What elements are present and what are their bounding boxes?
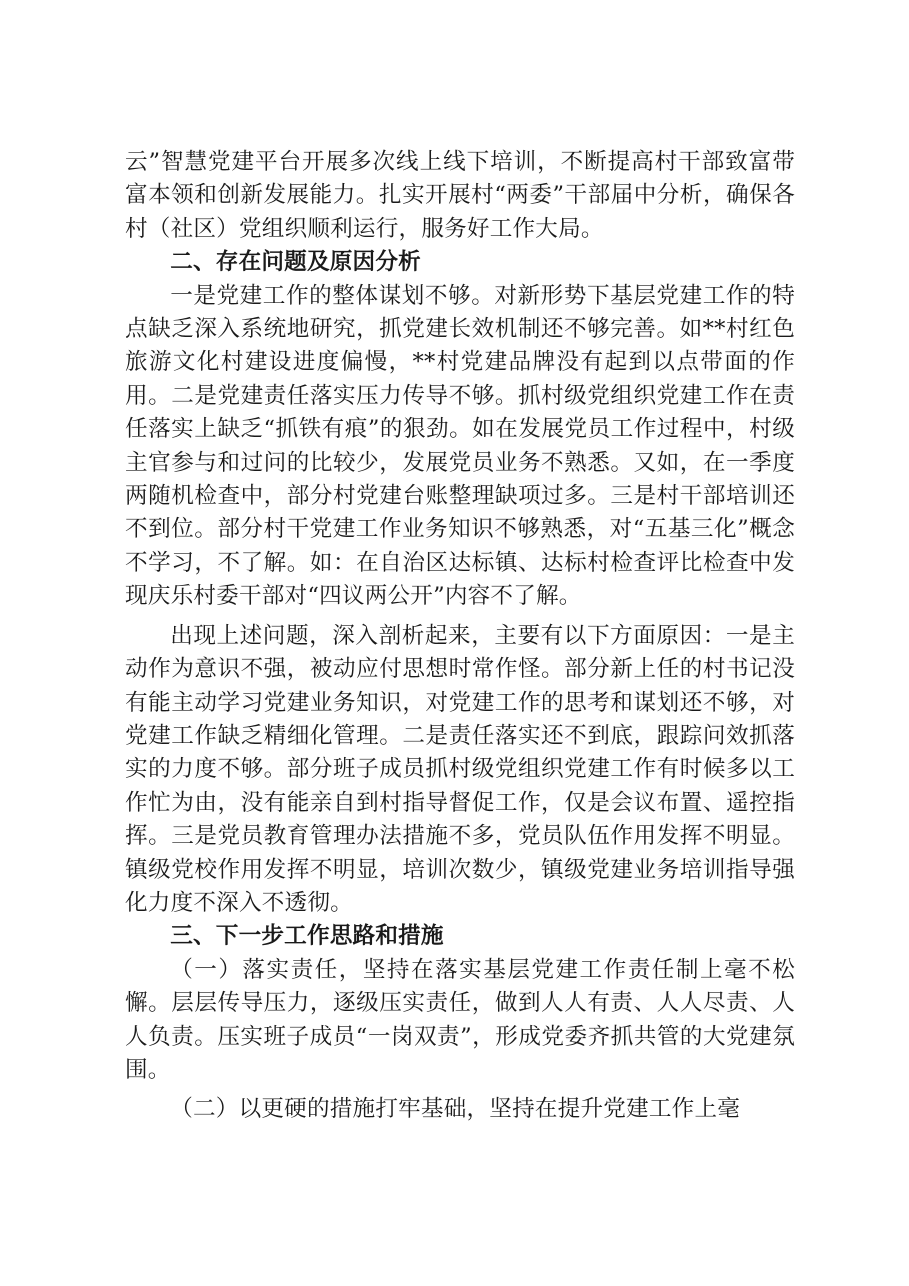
document-page	[125, 146, 795, 1127]
paragraph-problems: 一是党建工作的整体谋划不够。对新形势下基层党建工作的特点缺乏深入系统地研究，抓党建长效机制还不够完善。如**村红色旅游文化村建设进度偏慢，**村党建品牌没有起到以点带面的作用。二是党建责任落实压力传导不够。抓村级党组织党建工作在责任落实上缺乏“抓铁有痕”的狠劲。如在发展党员工作过程中，村级主官参与和过问的比较少，发展党员业务不熟悉。又如，在一季度两随机检查中，部分村党建台账整理缺项过多。三是村干部培训还不到位。部分村干党建工作业务知识不够熟悉，对“五基三化”概念不学习，不了解。如：在自治区达标镇、达标村检查评比检查中发现庆乐村委干部对“四议两公开”内容不了解。	[125, 282, 795, 610]
section-heading-problems: 二、存在问题及原因分析	[170, 249, 421, 276]
paragraph-measure-two: （二）以更硬的措施打牢基础，坚持在提升党建工作上毫	[170, 1096, 741, 1123]
paragraph-intro: 云”智慧党建平台开展多次线上线下培训，不断提高村干部致富带富本领和创新发展能力。扎实开展村“两委”干部届中分析，确保各村（社区）党组织顺利运行，服务好工作大局。	[125, 149, 795, 242]
section-heading-next-steps: 三、下一步工作思路和措施	[170, 923, 444, 950]
paragraph-measure-one: （一）落实责任，坚持在落实基层党建工作责任制上毫不松懈。层层传导压力，逐级压实责任，做到人人有责、人人尽责、人人负责。压实班子成员“一岗双责”，形成党委齐抓共管的大党建氛围。	[125, 956, 795, 1083]
paragraph-causes: 出现上述问题，深入剖析起来，主要有以下方面原因：一是主动作为意识不强，被动应付思想时常作怪。部分新上任的村书记没有能主动学习党建业务知识，对党建工作的思考和谋划还不够，对党建工作缺乏精细化管理。二是责任落实还不到底，跟踪问效抓落实的力度不够。部分班子成员抓村级党组织党建工作有时候多以工作忙为由，没有能亲自到村指导督促工作，仅是会议布置、遥控指挥。三是党员教育管理办法措施不多，党员队伍作用发挥不明显。镇级党校作用发挥不明显，培训次数少，镇级党建业务培训指导强化力度不深入不透彻。	[125, 622, 795, 916]
